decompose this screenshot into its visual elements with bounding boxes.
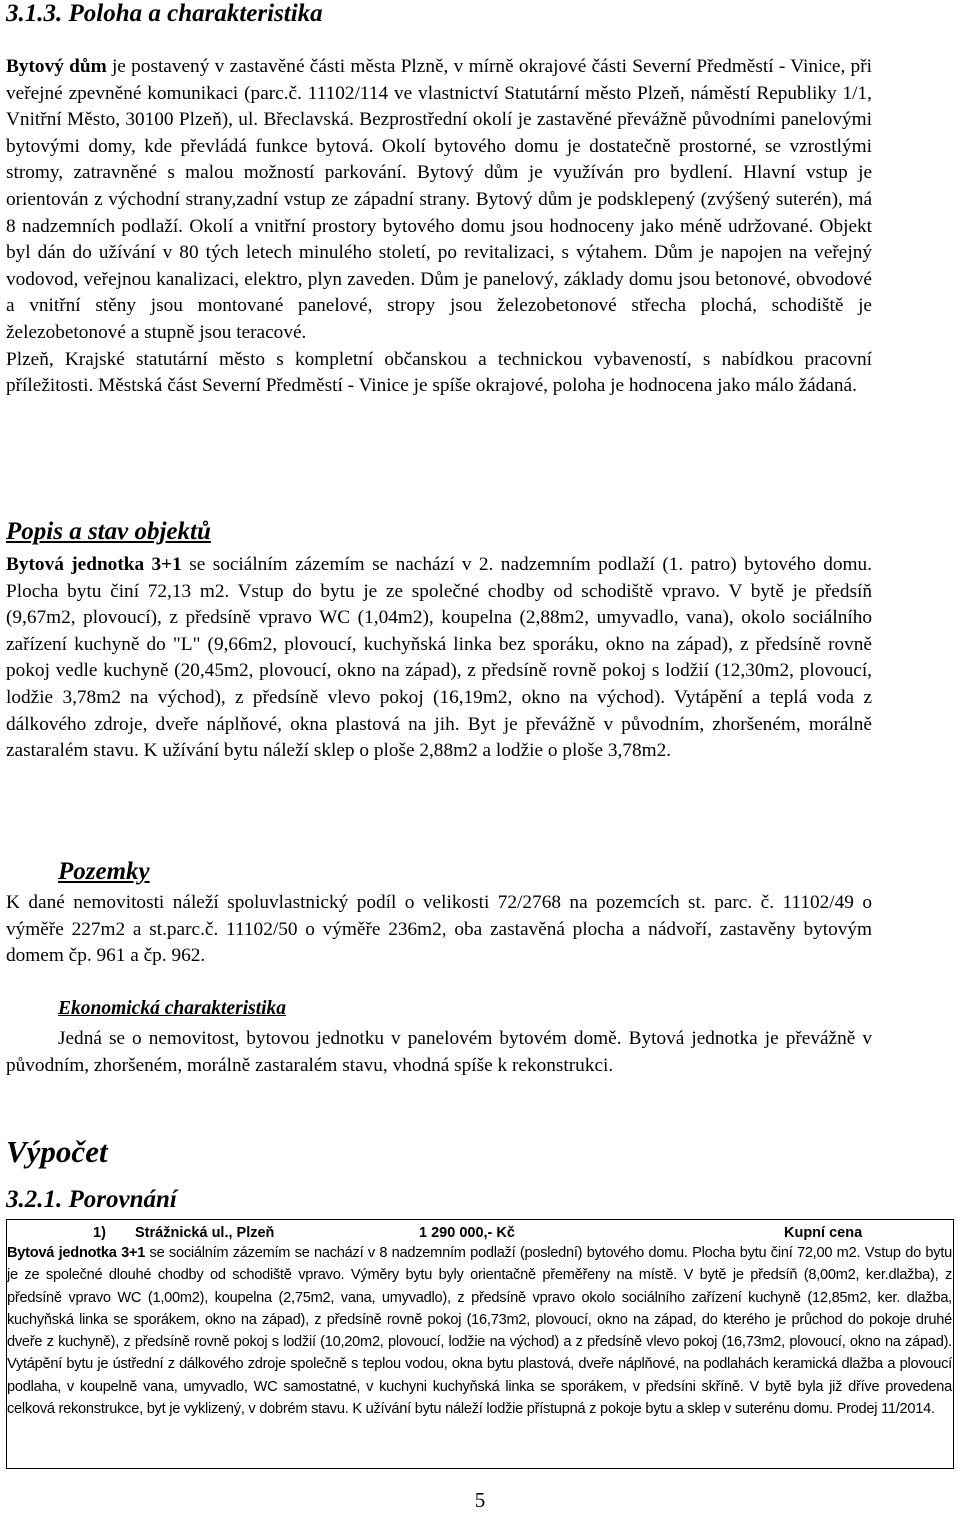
pozemky-paragraph: K dané nemovitosti náleží spoluvlastnický podíl o velikosti 72/2768 na pozemcích st. parc. č. 11102/49 o výměře 227m2 a st.parc.č. 11102/50 o výměře 236m2, oba zastavěná plocha a nádvoří, zastavěny bytovým domem čp. 961 a čp. 962. [6,892,872,967]
vypocet-heading: Výpočet [6,1134,108,1169]
comparison-address: Strážnická ul., Plzeň [135,1225,275,1241]
poloha-paragraph-2: Plzeň, Krajské statutární město s kompletní občanskou a technickou vybaveností, s nabídkou pracovní příležitosti. Městská část Severní Předměstí - Vinice je spíše okrajové, poloha je hodnocena jako málo žádaná. [6,348,872,397]
popis-lead: Bytová jednotka 3+1 [6,554,182,575]
pozemky-heading: Pozemky [58,858,150,885]
popis-paragraph [6,552,872,765]
poloha-lead: Bytový dům [6,56,107,77]
comparison-index: 1) [93,1225,106,1241]
popis-text: se sociálním zázemím se nachází v 2. nadzemním podlaží (1. patro) bytového domu. Plocha bytu činí 72,13 m2. Vstup do bytu je ze společné chodby od schodiště vpravo. V bytě je předsíň (9,67m2, plovoucí), z předsíně vpravo WC (1,04m2), koupelna (2,88m2, umyvadlo, vana), okolo sociálního zařízení kuchyně do "L" (9,66m2, plovoucí, kuchyňská linka bez sporáku, okno na západ), z předsíně rovně pokoj vedle kuchyně (20,45m2, plovoucí, okno na západ), z předsíně rovně pokoj s lodžií (12,30m2, plovoucí, lodžie 3,78m2 na východ), z předsíně vlevo pokoj (16,19m2, okno na východ). Vytápění a teplá voda z dálkového zdroje, dveře náplňové, okna plastová na jih. Byt je převážně v původním, zhoršeném, morálně zastaralém stavu. K užívání bytu náleží sklep o ploše 2,88m2 a lodžie o ploše 3,78m2. [6,554,873,762]
comparison-header [7,1220,953,1242]
comparison-description [7,1242,953,1420]
section-heading-poloha: 3.1.3. Poloha a charakteristika [6,0,323,27]
comparison-text: se sociálním zázemím se nachází v 8 nadzemním podlaží (poslední) bytového domu. Plocha bytu činí 72,00 m2. Vstup do bytu je ze společné dlouhé chodby od schodiště vpravo. Výměry bytu byly orientačně přeměřeny na místě. V bytě je předsíň (8,00m2, ker.dlažba), z předsíně vpravo WC (1,00m2), koupelna (2,75m2, vana, umyvadlo), z předsíně vpravo okolo sociálního zařízení kuchyně (12,85m2, ker. dlažba, kuchyňská linka se sporákem, okno na západ), z předsíně rovně pokoj (16,73m2, plovoucí, okno na západ, do kterého je průchod do pokoje druhé dveře z kuchyně), z předsíně rovně pokoj s lodžií (10,20m2, plovoucí, lodžie na východ) a z předsíně vlevo pokoj (16,73m2, plovoucí, okno na západ). Vytápění bytu je ústřední z dálkového zdroje společně s teplou vodou, okna bytu plastová, dveře náplňové, na podlahách keramická dlažba a plovoucí podlaha, v koupelně vana, umyvadlo, WC samostatné, v kuchyni kuchyňská linka se sporákem, v předsíni skříně. V bytě byla již dříve provedena celková rekonstrukce, byt je vyklizený, v dobrém stavu. K užívání bytu náleží lodžie přístupná z pokoje bytu a sklep v suterénu domu. Prodej 11/2014. [7,1245,952,1418]
comparison-box [6,1219,954,1469]
popis-heading: Popis a stav objektů [6,518,211,545]
ekonomicka-heading: Ekonomická charakteristika [58,998,287,1019]
poloha-paragraph [6,54,872,347]
comparison-price-label: Kupní cena [784,1225,863,1241]
porovnani-heading: 3.2.1. Porovnání [6,1186,177,1213]
poloha-text: je postavený v zastavěné části města Plzně, v mírně okrajové části Severní Předměstí - Vinice, při veřejné zpevněné komunikaci (parc.č. 11102/114 ve vlastnictví Statutární město Plzeň, náměstí Republiky 1/1, Vnitřní Město, 30100 Plzeň), ul. Břeclavská. Bezprostřední okolí je zastavěné převážně původními panelovými bytovými domy, kde převládá funkce bytová. Okolí bytového domu je dostatečně prostorné, se vzrostlými stromy, zatravněné s malou možností parkování. Bytový dům je využíván pro bydlení. Hlavní vstup je orientován z východní strany,zadní vstup ze západní strany. Bytový dům je podsklepený (zvýšený suterén), má 8 nadzemních podlaží. Okolí a vnitřní prostory bytového domu jsou hodnoceny jako méně udržované. Objekt byl dán do užívání v 80 tých letech minulého století, po revitalizaci, s výtahem. Dům je napojen na veřejný vodovod, veřejnou kanalizaci, elektro, plyn zaveden. Dům je panelový, základy domu jsou betonové, obvodové a vnitřní stěny jsou montované panelové, stropy jsou železobetonové střecha plochá, schodiště je železobetonové a stupně jsou teracové. [6,56,872,343]
comparison-lead: Bytová jednotka 3+1 [7,1245,146,1261]
comparison-price: 1 290 000,- Kč [419,1225,515,1241]
page-number: 5 [474,1488,486,1512]
poloha-section [6,54,872,400]
ekonomicka-paragraph: Jedná se o nemovitost, bytovou jednotku v panelovém bytovém domě. Bytová jednotka je převážně v původním, zhoršeném, morálně zastaralém stavu, vhodná spíše k rekonstrukci. [6,1028,872,1076]
